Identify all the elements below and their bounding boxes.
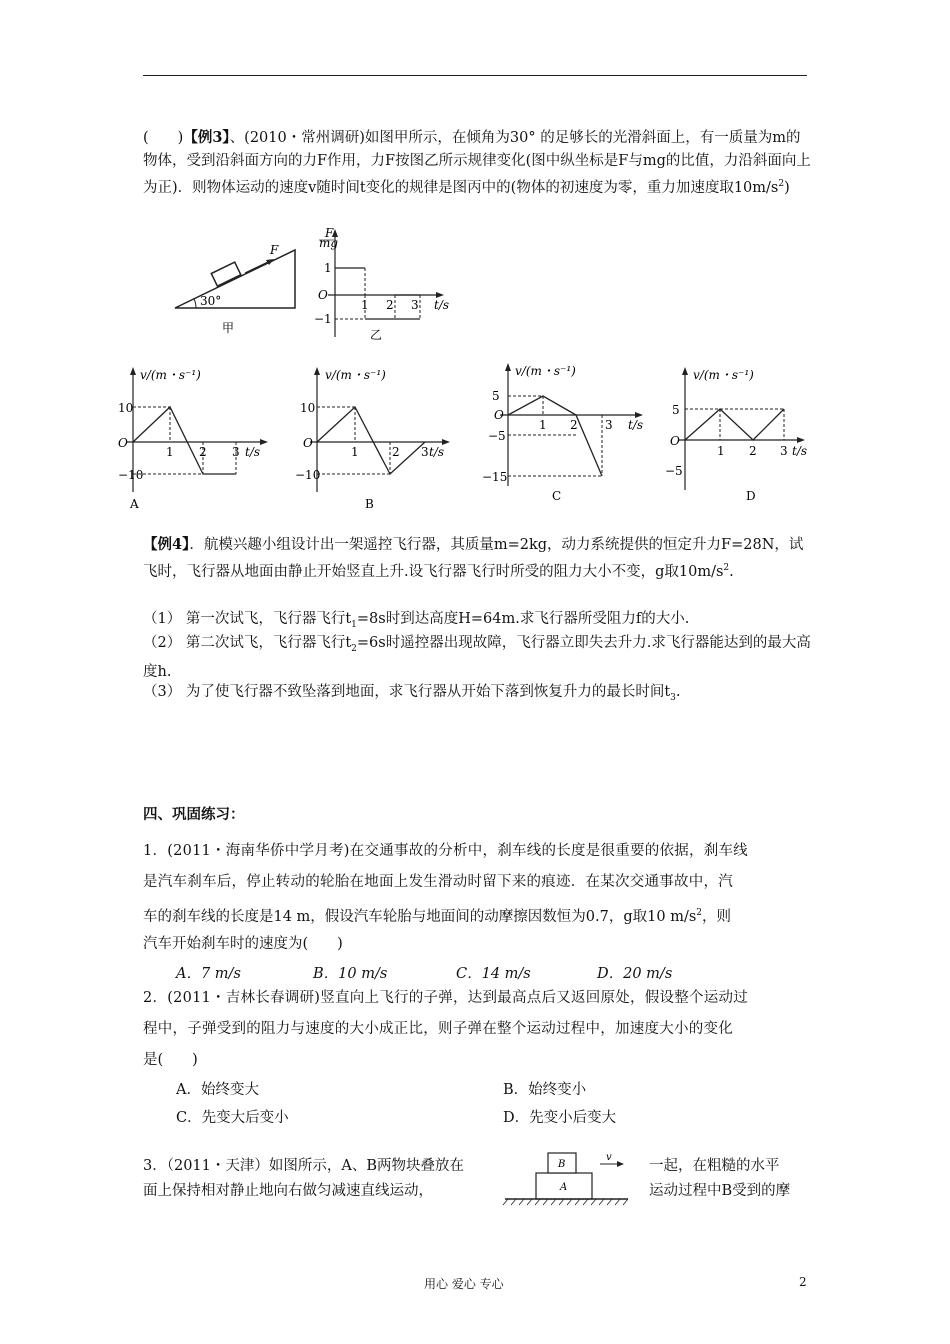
- p3-line2b: 运动过程中B受到的摩: [649, 1183, 791, 1199]
- svg-text:v/(m・s⁻¹): v/(m・s⁻¹): [140, 368, 201, 382]
- svg-text:t/s: t/s: [628, 418, 644, 432]
- svg-text:O: O: [303, 436, 313, 450]
- svg-text:2: 2: [386, 298, 394, 312]
- svg-text:−10: −10: [118, 468, 144, 482]
- svg-text:−5: −5: [665, 464, 683, 478]
- p2-line3: 是( ): [143, 1052, 198, 1068]
- graph-C: [480, 358, 650, 508]
- p1-option-a: A．7 m/s: [176, 966, 241, 982]
- svg-text:5: 5: [672, 403, 680, 417]
- header-rule: [143, 75, 807, 76]
- svg-text:v/(m・s⁻¹): v/(m・s⁻¹): [515, 364, 576, 378]
- svg-text:5: 5: [492, 389, 500, 403]
- svg-text:v: v: [606, 1152, 612, 1163]
- svg-text:O: O: [318, 288, 328, 302]
- svg-text:C: C: [552, 489, 562, 503]
- p3-line2a: 面上保持相对静止地向右做匀减速直线运动，: [143, 1183, 433, 1199]
- p3-line1b: 一起，在粗糙的水平: [649, 1158, 780, 1174]
- svg-text:2: 2: [749, 444, 757, 458]
- p2-option-d: D．先变小后变大: [503, 1110, 617, 1126]
- p2-option-b: B．始终变小: [503, 1082, 587, 1098]
- svg-text:mg: mg: [319, 236, 339, 250]
- example4-q2: （2） 第二次试飞，飞行器飞行$t_2=6s$时遥控器出现故障，飞行器立即失去升力.求飞行器能达到的最大高度h.: [143, 635, 811, 680]
- p1-line1: 1．(2011・海南华侨中学月考)在交通事故的分析中，刹车线的长度是很重要的依据，刹车线: [143, 843, 748, 859]
- p1-line4: 汽车开始刹车时的速度为( ): [143, 936, 343, 952]
- svg-text:10: 10: [118, 401, 134, 415]
- p1-line3: 车的刹车线的长度是14 m，假设汽车轮胎与地面间的动摩擦因数恒为0.7，g取10 $m/s^2$，则: [143, 908, 732, 925]
- graph-A: [118, 362, 278, 512]
- svg-text:B: B: [365, 497, 374, 511]
- figure-yi: [310, 225, 470, 345]
- figure-ab-blocks: [500, 1148, 635, 1210]
- svg-text:3: 3: [605, 418, 613, 432]
- example4-q1: （1） 第一次试飞，飞行器飞行$t_1=8s$时到达高度H=64m.求飞行器所受阻力f的大小.: [143, 611, 690, 630]
- svg-text:3: 3: [780, 444, 788, 458]
- svg-text:10: 10: [300, 401, 316, 415]
- svg-text:t/s: t/s: [245, 445, 261, 459]
- svg-text:1: 1: [324, 261, 332, 275]
- svg-text:O: O: [118, 436, 128, 450]
- p1-line2: 是汽车刹车后，停止转动的轮胎在地面上发生滑动时留下来的痕迹．在某次交通事故中，汽: [143, 874, 733, 890]
- p1-option-c: C．14 m/s: [456, 966, 531, 982]
- svg-text:2: 2: [392, 445, 400, 459]
- svg-text:2: 2: [199, 445, 207, 459]
- svg-text:D: D: [746, 489, 756, 503]
- svg-text:O: O: [670, 434, 680, 448]
- svg-text:B: B: [558, 1159, 566, 1170]
- svg-text:−5: −5: [488, 429, 506, 443]
- example4-q3: （3） 为了使飞行器不致坠落到地面，求飞行器从开始下落到恢复升力的最长时间$t_3$.: [143, 684, 681, 703]
- example3-text: ( )【例3】、(2010・常州调研)如图甲所示，在倾角为30° 的足够长的光滑斜面上，有一质量为m的物体，受到沿斜面方向的力F作用，力F按图乙所示规律变化(图中纵坐标是F与mg的比值，力沿斜面向上为正)．则物体运动的速度v随时间t变化的规律是图丙中的(物体的初速度为零，重力加速度取$10m/s^2$): [143, 129, 811, 196]
- svg-text:A: A: [560, 1182, 568, 1193]
- force-label: F: [270, 243, 279, 257]
- svg-text:A: A: [130, 497, 139, 511]
- p3-line1a: 3．（2011・天津）如图所示，A、B两物块叠放在: [143, 1158, 465, 1174]
- p1-option-b: B．10 m/s: [313, 966, 388, 982]
- footer-text: 用心 爱心 专心: [424, 1277, 504, 1291]
- svg-text:−15: −15: [482, 470, 508, 484]
- svg-text:t/s: t/s: [434, 298, 450, 312]
- graph-D: [660, 362, 820, 512]
- p2-option-a: A．始终变大: [176, 1082, 259, 1098]
- svg-text:v/(m・s⁻¹): v/(m・s⁻¹): [325, 368, 386, 382]
- caption-yi: 乙: [370, 328, 383, 342]
- svg-text:t/s: t/s: [792, 444, 808, 458]
- graph-B: [295, 362, 455, 512]
- p1-option-d: D．20 m/s: [597, 966, 673, 982]
- svg-text:3: 3: [411, 298, 419, 312]
- svg-text:O: O: [494, 408, 504, 422]
- section-title: 四、巩固练习：: [143, 806, 245, 823]
- caption-jia: 甲: [222, 321, 235, 335]
- svg-text:t/s: t/s: [429, 445, 445, 459]
- svg-text:F: F: [325, 226, 334, 240]
- angle-label: 30°: [200, 294, 222, 308]
- example4-intro: 【例4】．航模兴趣小组设计出一架遥控飞行器，其质量m=2kg，动力系统提供的恒定升力F=28N，试飞时，飞行器从地面由静止开始竖直上升.设飞行器飞行时所受的阻力大小不变，g取$10m/s^2$.: [143, 536, 804, 580]
- svg-text:v/(m・s⁻¹): v/(m・s⁻¹): [693, 368, 754, 382]
- svg-text:1: 1: [166, 445, 174, 459]
- svg-text:2: 2: [570, 418, 578, 432]
- svg-text:1: 1: [539, 418, 547, 432]
- figure-jia: [170, 228, 300, 343]
- p2-option-c: C．先变大后变小: [176, 1110, 289, 1126]
- svg-text:3: 3: [421, 445, 429, 459]
- page-number: 2: [799, 1275, 807, 1289]
- p2-line2: 程中，子弹受到的阻力与速度的大小成正比，则子弹在整个运动过程中，加速度大小的变化: [143, 1021, 733, 1037]
- svg-text:1: 1: [351, 445, 359, 459]
- svg-text:1: 1: [717, 444, 725, 458]
- svg-text:1: 1: [361, 298, 369, 312]
- svg-text:−10: −10: [295, 468, 321, 482]
- svg-text:−1: −1: [314, 312, 332, 326]
- svg-text:3: 3: [232, 445, 240, 459]
- p2-line1: 2．(2011・吉林长春调研)竖直向上飞行的子弹，达到最高点后又返回原处，假设整个运动过: [143, 990, 748, 1006]
